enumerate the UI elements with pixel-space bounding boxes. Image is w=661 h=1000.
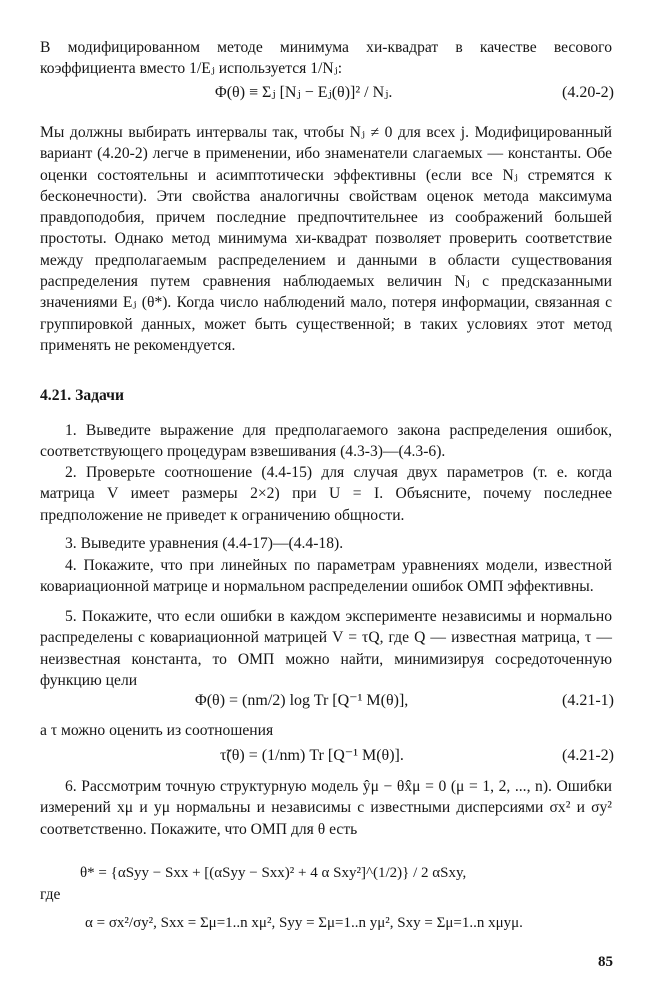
problem-4: 4. Покажите, что при линейных по параметрам уравнениях модели, известной ковариационной матрице и нормальном распределении ошибок ОМП эффективны. — [40, 557, 612, 596]
text-tau-estimate: а τ можно оценить из соотношения — [40, 722, 274, 739]
problem-1: 1. Выведите выражение для предполагаемого закона распределения ошибок, соответствующего процедурам взвешивания (4.3-3)—(4.3-6). — [40, 422, 612, 461]
page-number: 85 — [598, 954, 613, 970]
paragraph-chi-square-discussion: Мы должны выбирать интервалы так, чтобы Nⱼ ≠ 0 для всех j. Модифицированный вариант (4.20-2) легче в применении, ибо знаменатели слагаемых — константы. Обе оценки состоятельны и асимптотически эффективны (если все Nⱼ стремятся к бесконечности). Эти свойства аналогичны свойствам оценок метода максимума правдоподобия, причем последние предпочтительнее из соображений большей простоты. Однако метод минимума хи-квадрат позволяет проверить соответствие между предполагаемым распределением и данными в области существования распределения путем сравнения наблюдаемых величин Nⱼ с предсказанными значениями Eⱼ (θ*). Когда число наблюдений мало, потеря информации, связанная с группировкой данных, может быть существенной; в таких условиях этот метод применять не рекомендуется. — [40, 124, 612, 354]
equation-number: (4.21-1) — [562, 692, 614, 709]
equation-4-21-1 — [40, 690, 614, 714]
problem-2: 2. Проверьте соотношение (4.4-15) для случая двух параметров (т. е. когда матрица V имеет размеры 2×2) при U = I. Объясните, почему последнее предположение не приведет к ограничению общности. — [40, 464, 612, 524]
equation-formula: Φ(θ) ≡ Σⱼ [Nⱼ − Eⱼ(θ)]² / Nⱼ. — [215, 84, 393, 101]
equation-alpha-sums — [40, 912, 614, 936]
equation-number: (4.21-2) — [562, 747, 614, 764]
equation-formula: θ* = {αSyy − Sxx + [(αSyy − Sxx)² + 4 α Sxy²]^(1/2)} / 2 αSxy, — [80, 865, 467, 881]
equation-formula: Φ(θ) = (nm/2) log Tr [Q⁻¹ M(θ)], — [195, 692, 409, 709]
problem-5: 5. Покажите, что если ошибки в каждом эксперименте независимы и нормально распределены с ковариационной матрицей V = τQ, где Q — известная матрица, τ — неизвестная константа, то ОМП можно найти, минимизируя сосредоточенную функцию цели — [40, 608, 612, 689]
word-where: где — [40, 886, 61, 903]
problem-6: 6. Рассмотрим точную структурную модель ŷμ − θx̂μ = 0 (μ = 1, 2, ..., n). Ошибки измерений xμ и yμ нормальны и независимы с известными дисперсиями σx² и σy² соответственно. Покажите, что ОМП для θ есть — [40, 778, 612, 838]
equation-formula: α = σx²/σy², Sxx = Σμ=1..n xμ², Syy = Σμ=1..n yμ², Sxy = Σμ=1..n xμyμ. — [85, 915, 523, 931]
equation-4-20-2 — [40, 82, 614, 106]
equation-formula: τ̃(θ) = (1/nm) Tr [Q⁻¹ M(θ)]. — [220, 747, 404, 764]
problem-3: 3. Выведите уравнения (4.4-17)—(4.4-18). — [65, 535, 344, 552]
equation-theta-star — [40, 862, 614, 886]
section-heading: 4.21. Задачи — [40, 387, 124, 404]
equation-4-21-2 — [40, 745, 614, 769]
equation-number: (4.20-2) — [562, 84, 614, 101]
paragraph-weighting: В модифицированном методе минимума хи-квадрат в качестве весового коэффициента вместо 1/Eⱼ используется 1/Nⱼ: — [40, 39, 612, 78]
